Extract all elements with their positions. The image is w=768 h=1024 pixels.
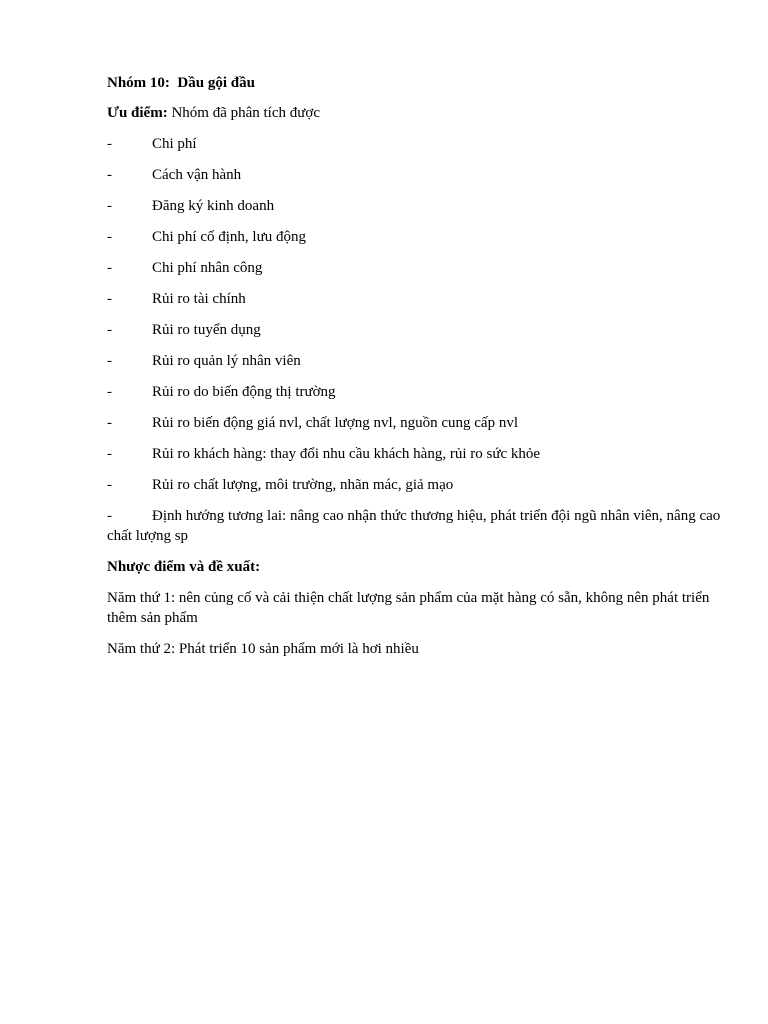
disadvantages-heading: Nhược điểm và đề xuất:	[107, 559, 261, 575]
bullet-dash: -	[107, 508, 112, 524]
list-item	[107, 196, 727, 216]
list-item-text: Chi phí	[152, 136, 197, 152]
list-item-text: Chi phí cố định, lưu động	[152, 229, 306, 245]
document-title: Nhóm 10: Dầu gội đầu	[107, 75, 255, 91]
advantages-list	[107, 134, 727, 546]
list-item-text: Rủi ro do biến động thị trường	[152, 384, 336, 400]
list-item	[107, 165, 727, 185]
list-item-text: Rủi ro biến động giá nvl, chất lượng nvl, nguồn cung cấp nvl	[152, 415, 519, 431]
bullet-dash: -	[107, 322, 112, 338]
list-item-text: Rủi ro quản lý nhân viên	[152, 353, 301, 369]
list-item-text: Rủi ro khách hàng: thay đổi nhu cầu khách hàng, rủi ro sức khỏe	[152, 446, 541, 462]
list-item	[107, 475, 727, 495]
bullet-dash: -	[107, 384, 112, 400]
list-item-text: Đăng ký kinh doanh	[152, 198, 275, 214]
list-item	[107, 258, 727, 278]
bullet-dash: -	[107, 446, 112, 462]
list-item	[107, 320, 727, 340]
advantages-label: Ưu điểm:	[107, 105, 168, 121]
advantages-intro-text: Nhóm đã phân tích được	[167, 105, 320, 121]
bullet-dash: -	[107, 260, 112, 276]
paragraph-year-1: Năm thứ 1: nên củng cố và cải thiện chất lượng sản phẩm của mặt hàng có sẵn, không nên phát triển thêm sản phẩm	[107, 590, 710, 626]
bullet-dash: -	[107, 136, 112, 152]
bullet-dash: -	[107, 167, 112, 183]
list-item-text: Định hướng tương lai: nâng cao nhận thức thương hiệu, phát triển đội ngũ nhân viên, nâng cao chất lượng sp	[107, 508, 721, 544]
list-item-text: Chi phí nhân công	[152, 260, 263, 276]
list-item	[107, 506, 727, 546]
bullet-dash: -	[107, 198, 112, 214]
list-item-text: Cách vận hành	[152, 167, 242, 183]
list-item-text: Rủi ro tài chính	[152, 291, 246, 307]
list-item	[107, 351, 727, 371]
bullet-dash: -	[107, 291, 112, 307]
list-item	[107, 134, 727, 154]
bullet-dash: -	[107, 229, 112, 245]
bullet-dash: -	[107, 415, 112, 431]
list-item	[107, 289, 727, 309]
bullet-dash: -	[107, 477, 112, 493]
advantages-intro	[107, 103, 727, 123]
list-item-text: Rủi ro chất lượng, môi trường, nhãn mác, giả mạo	[152, 477, 454, 493]
list-item	[107, 444, 727, 464]
bullet-dash: -	[107, 353, 112, 369]
list-item-text: Rủi ro tuyển dụng	[152, 322, 261, 338]
document-page	[107, 73, 727, 670]
paragraph-year-2: Năm thứ 2: Phát triển 10 sản phẩm mới là hơi nhiều	[107, 641, 419, 657]
list-item	[107, 382, 727, 402]
list-item	[107, 227, 727, 247]
list-item	[107, 413, 727, 433]
